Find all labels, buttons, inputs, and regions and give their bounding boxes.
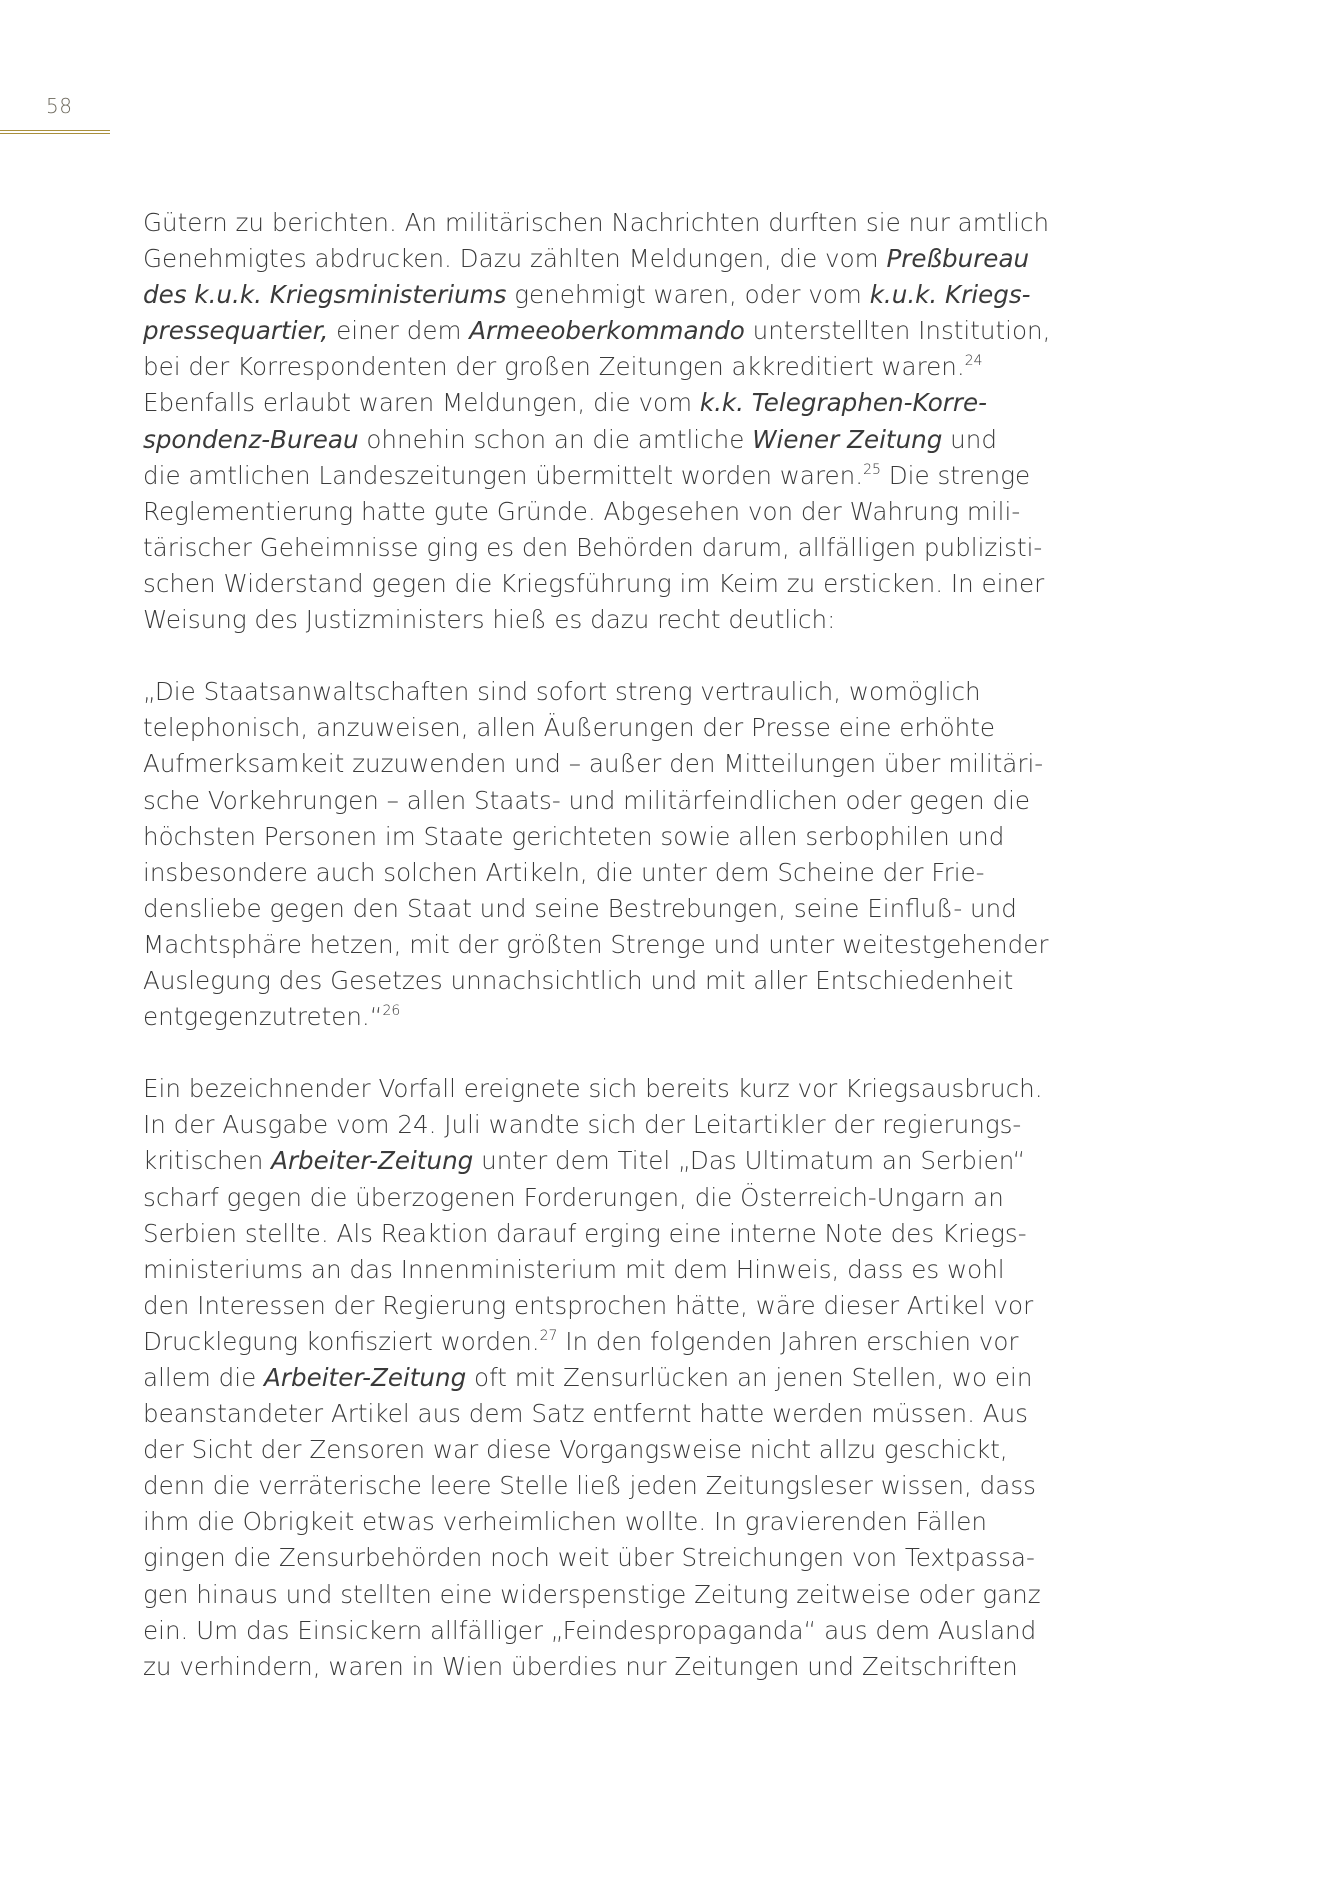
italic-title: Arbeiter-Zeitung — [264, 1363, 467, 1392]
text-line — [143, 1504, 1023, 1540]
text-run: Aufmerksamkeit zuzuwenden und – außer den Mitteilungen über militäri- — [143, 749, 1044, 779]
text-run: telephonisch, anzuweisen, allen Äußerungen der Presse eine erhöhte — [143, 713, 996, 743]
text-run: kritischen — [143, 1146, 272, 1176]
text-line — [143, 277, 1031, 313]
text-run: entgegenzutreten.“ — [143, 1002, 383, 1032]
text-line — [143, 1216, 1027, 1252]
page-number: 58 — [46, 94, 73, 118]
text-run: gingen die Zensurbehörden noch weit über Streichungen von Textpassa- — [143, 1543, 1035, 1573]
text-run: tärischer Geheimnisse ging es den Behörden darum, allfälligen publizisti- — [143, 532, 1043, 562]
text-run: Gütern zu berichten. An militärischen Nachrichten durften sie nur amtlich — [143, 208, 1050, 237]
text-run: schen Widerstand gegen die Kriegsführung im Keim zu ersticken. In einer — [143, 568, 1045, 598]
text-line — [143, 1649, 1023, 1685]
text-run: „Die Staatsanwaltschaften sind sofort streng vertraulich, womöglich — [143, 677, 981, 707]
text-line — [143, 746, 1044, 782]
italic-title: spondenz-Bureau — [143, 424, 359, 454]
text-line — [143, 1143, 1026, 1179]
text-line — [143, 1324, 1023, 1360]
text-line — [143, 313, 1051, 349]
text-run: ohnehin schon an die amtliche — [358, 424, 753, 454]
text-line — [143, 1288, 1034, 1324]
italic-title: k.k. Telegraphen-Korre- — [699, 388, 987, 418]
text-line — [143, 1577, 1041, 1613]
text-run: und — [942, 424, 997, 454]
text-run: den Interessen der Regierung entsprochen hätte, wäre dieser Artikel vor — [143, 1290, 1034, 1320]
text-line — [143, 1180, 1023, 1216]
text-line — [143, 205, 1050, 241]
text-run: ministeriums an das Innenministerium mit dem Hinweis, dass es wohl — [143, 1254, 1005, 1284]
body-text — [143, 205, 1051, 1685]
text-line — [143, 385, 1023, 421]
italic-title: Armeeoberkommando — [469, 316, 745, 346]
text-line — [143, 349, 1023, 385]
italic-title: k.u.k. Kriegs- — [869, 280, 1031, 310]
text-run: der Sicht der Zensoren war diese Vorgangsweise nicht allzu geschickt, — [143, 1435, 1008, 1465]
text-run: Reglementierung hatte gute Gründe. Abgesehen von der Wahrung mili- — [143, 496, 1021, 526]
text-run: bei der Korrespondenten der großen Zeitungen akkreditiert waren. — [143, 352, 965, 382]
text-line — [143, 1613, 1037, 1649]
text-run: Weisung des Justizministers hieß es dazu recht deutlich: — [143, 605, 836, 635]
text-run: oft mit Zensurlücken an jenen Stellen, wo ein — [466, 1363, 1033, 1392]
text-line — [143, 1468, 1036, 1504]
header-rule — [0, 130, 110, 134]
text-run: unter dem Titel „Das Ultimatum an Serbien“ — [473, 1146, 1026, 1176]
italic-title: Preßbureau — [886, 244, 1030, 274]
text-run: densliebe gegen den Staat und seine Bestrebungen, seine Einfluß- und — [143, 893, 1017, 923]
text-run: Drucklegung konfisziert worden. — [143, 1326, 540, 1356]
paragraph — [143, 1071, 1043, 1685]
text-run: unterstellten Institution, — [744, 316, 1051, 346]
footnote-ref: 26 — [382, 1003, 401, 1020]
text-run: allem die — [143, 1363, 265, 1392]
text-line — [143, 963, 1023, 999]
text-run: genehmigt waren, oder vom — [506, 280, 870, 310]
text-line — [143, 819, 1023, 855]
text-run: beanstandeter Artikel aus dem Satz entfernt hatte werden müssen. Aus — [143, 1399, 1028, 1429]
block-quote — [143, 674, 1049, 1035]
text-run: höchsten Personen im Staate gerichteten sowie allen serbophilen und — [143, 821, 1005, 851]
footnote-ref: 27 — [539, 1327, 558, 1344]
text-line — [143, 566, 1045, 602]
text-run: In der Ausgabe vom 24. Juli wandte sich der Leitartikler der regierungs- — [143, 1110, 1022, 1140]
text-run: Genehmigtes abdrucken. Dazu zählten Meldungen, die vom — [143, 244, 887, 274]
text-run: Machtsphäre hetzen, mit der größten Strenge und unter weitestgehender — [143, 929, 1049, 959]
text-line — [143, 891, 1023, 927]
text-line — [143, 530, 1043, 566]
text-run: ihm die Obrigkeit etwas verheimlichen wollte. In gravierenden Fällen — [143, 1507, 987, 1537]
text-run: denn die verräterische leere Stelle ließ jeden Zeitungsleser wissen, dass — [143, 1471, 1036, 1501]
text-run: die amtlichen Landeszeitungen übermittelt worden waren. — [143, 460, 864, 490]
text-line — [143, 1432, 1023, 1468]
text-run: insbesondere auch solchen Artikeln, die unter dem Scheine der Frie- — [143, 857, 985, 887]
italic-title: des k.u.k. Kriegsministeriums — [143, 280, 507, 310]
text-run: sche Vorkehrungen – allen Staats- und militärfeindlichen oder gegen die — [143, 785, 1031, 815]
text-line — [143, 494, 1023, 530]
text-line — [143, 241, 1030, 277]
text-line — [143, 999, 1023, 1035]
text-run: Auslegung des Gesetzes unnachsichtlich und mit aller Entschiedenheit — [143, 965, 1014, 995]
text-line — [143, 927, 1049, 963]
italic-title: Wiener Zeitung — [752, 424, 943, 454]
paragraph-gap — [143, 638, 1023, 674]
text-run: Die strenge — [880, 460, 1031, 490]
text-line — [143, 710, 1023, 746]
text-line — [143, 1107, 1023, 1143]
text-run: ein. Um das Einsickern allfälliger „Feindespropaganda“ aus dem Ausland — [143, 1615, 1037, 1645]
text-line — [143, 422, 1023, 458]
paragraph-gap — [143, 1035, 1023, 1071]
text-line — [143, 783, 1031, 819]
text-run: scharf gegen die überzogenen Forderungen, die Österreich-Ungarn an — [143, 1182, 1004, 1212]
paragraph — [143, 205, 1051, 638]
text-run: In den folgenden Jahren erschien vor — [557, 1326, 1019, 1356]
text-line — [143, 1071, 1043, 1107]
text-line — [143, 855, 1023, 891]
text-line — [143, 458, 1031, 494]
text-run: Ebenfalls erlaubt waren Meldungen, die vom — [143, 388, 700, 418]
text-line — [143, 602, 1023, 638]
text-line — [143, 674, 1023, 710]
text-line — [143, 1540, 1035, 1576]
text-line — [143, 1360, 1033, 1396]
text-run: Ein bezeichnender Vorfall ereignete sich bereits kurz vor Kriegsausbruch. — [143, 1074, 1043, 1104]
text-run: gen hinaus und stellten eine widerspenstige Zeitung zeitweise oder ganz — [143, 1579, 1041, 1609]
text-line — [143, 1396, 1028, 1432]
text-run: zu verhindern, waren in Wien überdies nur Zeitungen und Zeitschriften — [143, 1651, 1018, 1681]
text-line — [143, 1252, 1023, 1288]
italic-title: pressequartier, — [143, 316, 329, 346]
text-run: einer dem — [328, 316, 470, 346]
footnote-ref: 24 — [964, 353, 983, 370]
text-run: Serbien stellte. Als Reaktion darauf erging eine interne Note des Kriegs- — [143, 1218, 1027, 1248]
footnote-ref: 25 — [863, 461, 881, 478]
italic-title: Arbeiter-Zeitung — [271, 1146, 474, 1176]
